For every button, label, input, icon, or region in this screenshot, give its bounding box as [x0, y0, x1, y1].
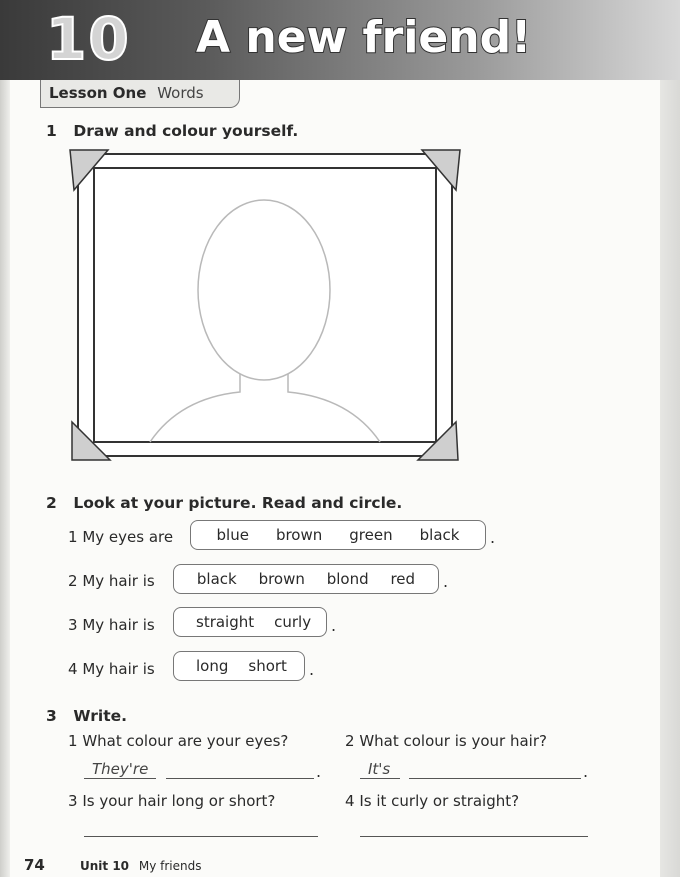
- full-stop: .: [316, 762, 322, 781]
- write-question-2: [345, 732, 547, 750]
- write-question-4: [345, 792, 519, 810]
- unit-title: A new friend!: [196, 12, 532, 63]
- question-number: 1: [68, 732, 78, 750]
- write-question-3: [68, 792, 275, 810]
- full-stop: .: [309, 660, 315, 679]
- item-number: 1: [68, 528, 78, 546]
- exercise-instruction: Write.: [73, 707, 127, 725]
- item-number: 3: [68, 616, 78, 634]
- unit-number: 10: [46, 5, 131, 73]
- answer-line-2b[interactable]: [409, 778, 581, 779]
- option-brown[interactable]: brown: [258, 570, 305, 588]
- option-blue[interactable]: blue: [216, 526, 249, 544]
- full-stop: .: [331, 616, 337, 635]
- full-stop: .: [443, 572, 449, 591]
- photo-frame-illustration: [60, 140, 470, 470]
- unit-header-banner: [0, 0, 680, 80]
- next-page-edge: [660, 80, 680, 877]
- answer-line-1b[interactable]: [166, 778, 314, 779]
- full-stop: .: [490, 528, 496, 547]
- full-stop: .: [583, 762, 589, 781]
- exercise-1-title: [46, 122, 298, 140]
- option-straight[interactable]: straight: [196, 613, 255, 631]
- question-text: What colour is your hair?: [359, 732, 547, 750]
- exercise-instruction: Draw and colour yourself.: [73, 122, 299, 140]
- item-prompt: My hair is: [82, 660, 155, 678]
- options-box-3: [173, 607, 327, 637]
- option-long[interactable]: long: [196, 657, 229, 675]
- exercise-3-title: [46, 707, 127, 725]
- page-number: 74: [24, 856, 45, 874]
- question-number: 2: [345, 732, 355, 750]
- options-box-4: [173, 651, 305, 681]
- footer-unit: Unit 10: [80, 859, 130, 873]
- option-short[interactable]: short: [248, 657, 287, 675]
- option-curly[interactable]: curly: [274, 613, 312, 631]
- option-blond[interactable]: blond: [326, 570, 369, 588]
- circle-item-2: [68, 566, 155, 596]
- page-binding: [0, 0, 10, 877]
- exercise-2-title: [46, 494, 402, 512]
- options-box-2: [173, 564, 439, 594]
- options-box-1: [190, 520, 486, 550]
- item-number: 4: [68, 660, 78, 678]
- footer-unit-label: [80, 859, 201, 873]
- circle-item-1: [68, 522, 173, 552]
- frame-inner: [94, 168, 436, 442]
- answer-starter-2: It's: [368, 760, 391, 778]
- answer-line-2a[interactable]: [360, 778, 400, 779]
- answer-line-4[interactable]: [360, 836, 588, 837]
- drawing-frame[interactable]: [60, 140, 470, 470]
- question-text: Is your hair long or short?: [82, 792, 276, 810]
- lesson-name: Lesson One: [49, 84, 147, 102]
- circle-item-4: [68, 654, 155, 684]
- exercise-instruction: Look at your picture. Read and circle.: [73, 494, 403, 512]
- exercise-number: 1: [46, 122, 57, 140]
- option-black[interactable]: black: [196, 570, 237, 588]
- lesson-topic: Words: [157, 84, 204, 102]
- circle-item-3: [68, 610, 155, 640]
- write-question-1: [68, 732, 288, 750]
- exercise-number: 3: [46, 707, 57, 725]
- question-text: What colour are your eyes?: [82, 732, 289, 750]
- question-text: Is it curly or straight?: [359, 792, 520, 810]
- question-number: 4: [345, 792, 355, 810]
- question-number: 3: [68, 792, 78, 810]
- answer-line-1a[interactable]: [84, 778, 156, 779]
- item-number: 2: [68, 572, 78, 590]
- option-red[interactable]: red: [390, 570, 416, 588]
- option-brown[interactable]: brown: [275, 526, 323, 544]
- option-black[interactable]: black: [419, 526, 460, 544]
- item-prompt: My hair is: [82, 572, 155, 590]
- page-footer: [0, 852, 660, 877]
- exercise-number: 2: [46, 494, 57, 512]
- option-green[interactable]: green: [349, 526, 393, 544]
- item-prompt: My eyes are: [82, 528, 174, 546]
- lesson-tab: [40, 80, 240, 108]
- footer-unit-name: My friends: [138, 859, 202, 873]
- answer-line-3[interactable]: [84, 836, 318, 837]
- answer-starter-1: They're: [92, 760, 149, 778]
- item-prompt: My hair is: [82, 616, 155, 634]
